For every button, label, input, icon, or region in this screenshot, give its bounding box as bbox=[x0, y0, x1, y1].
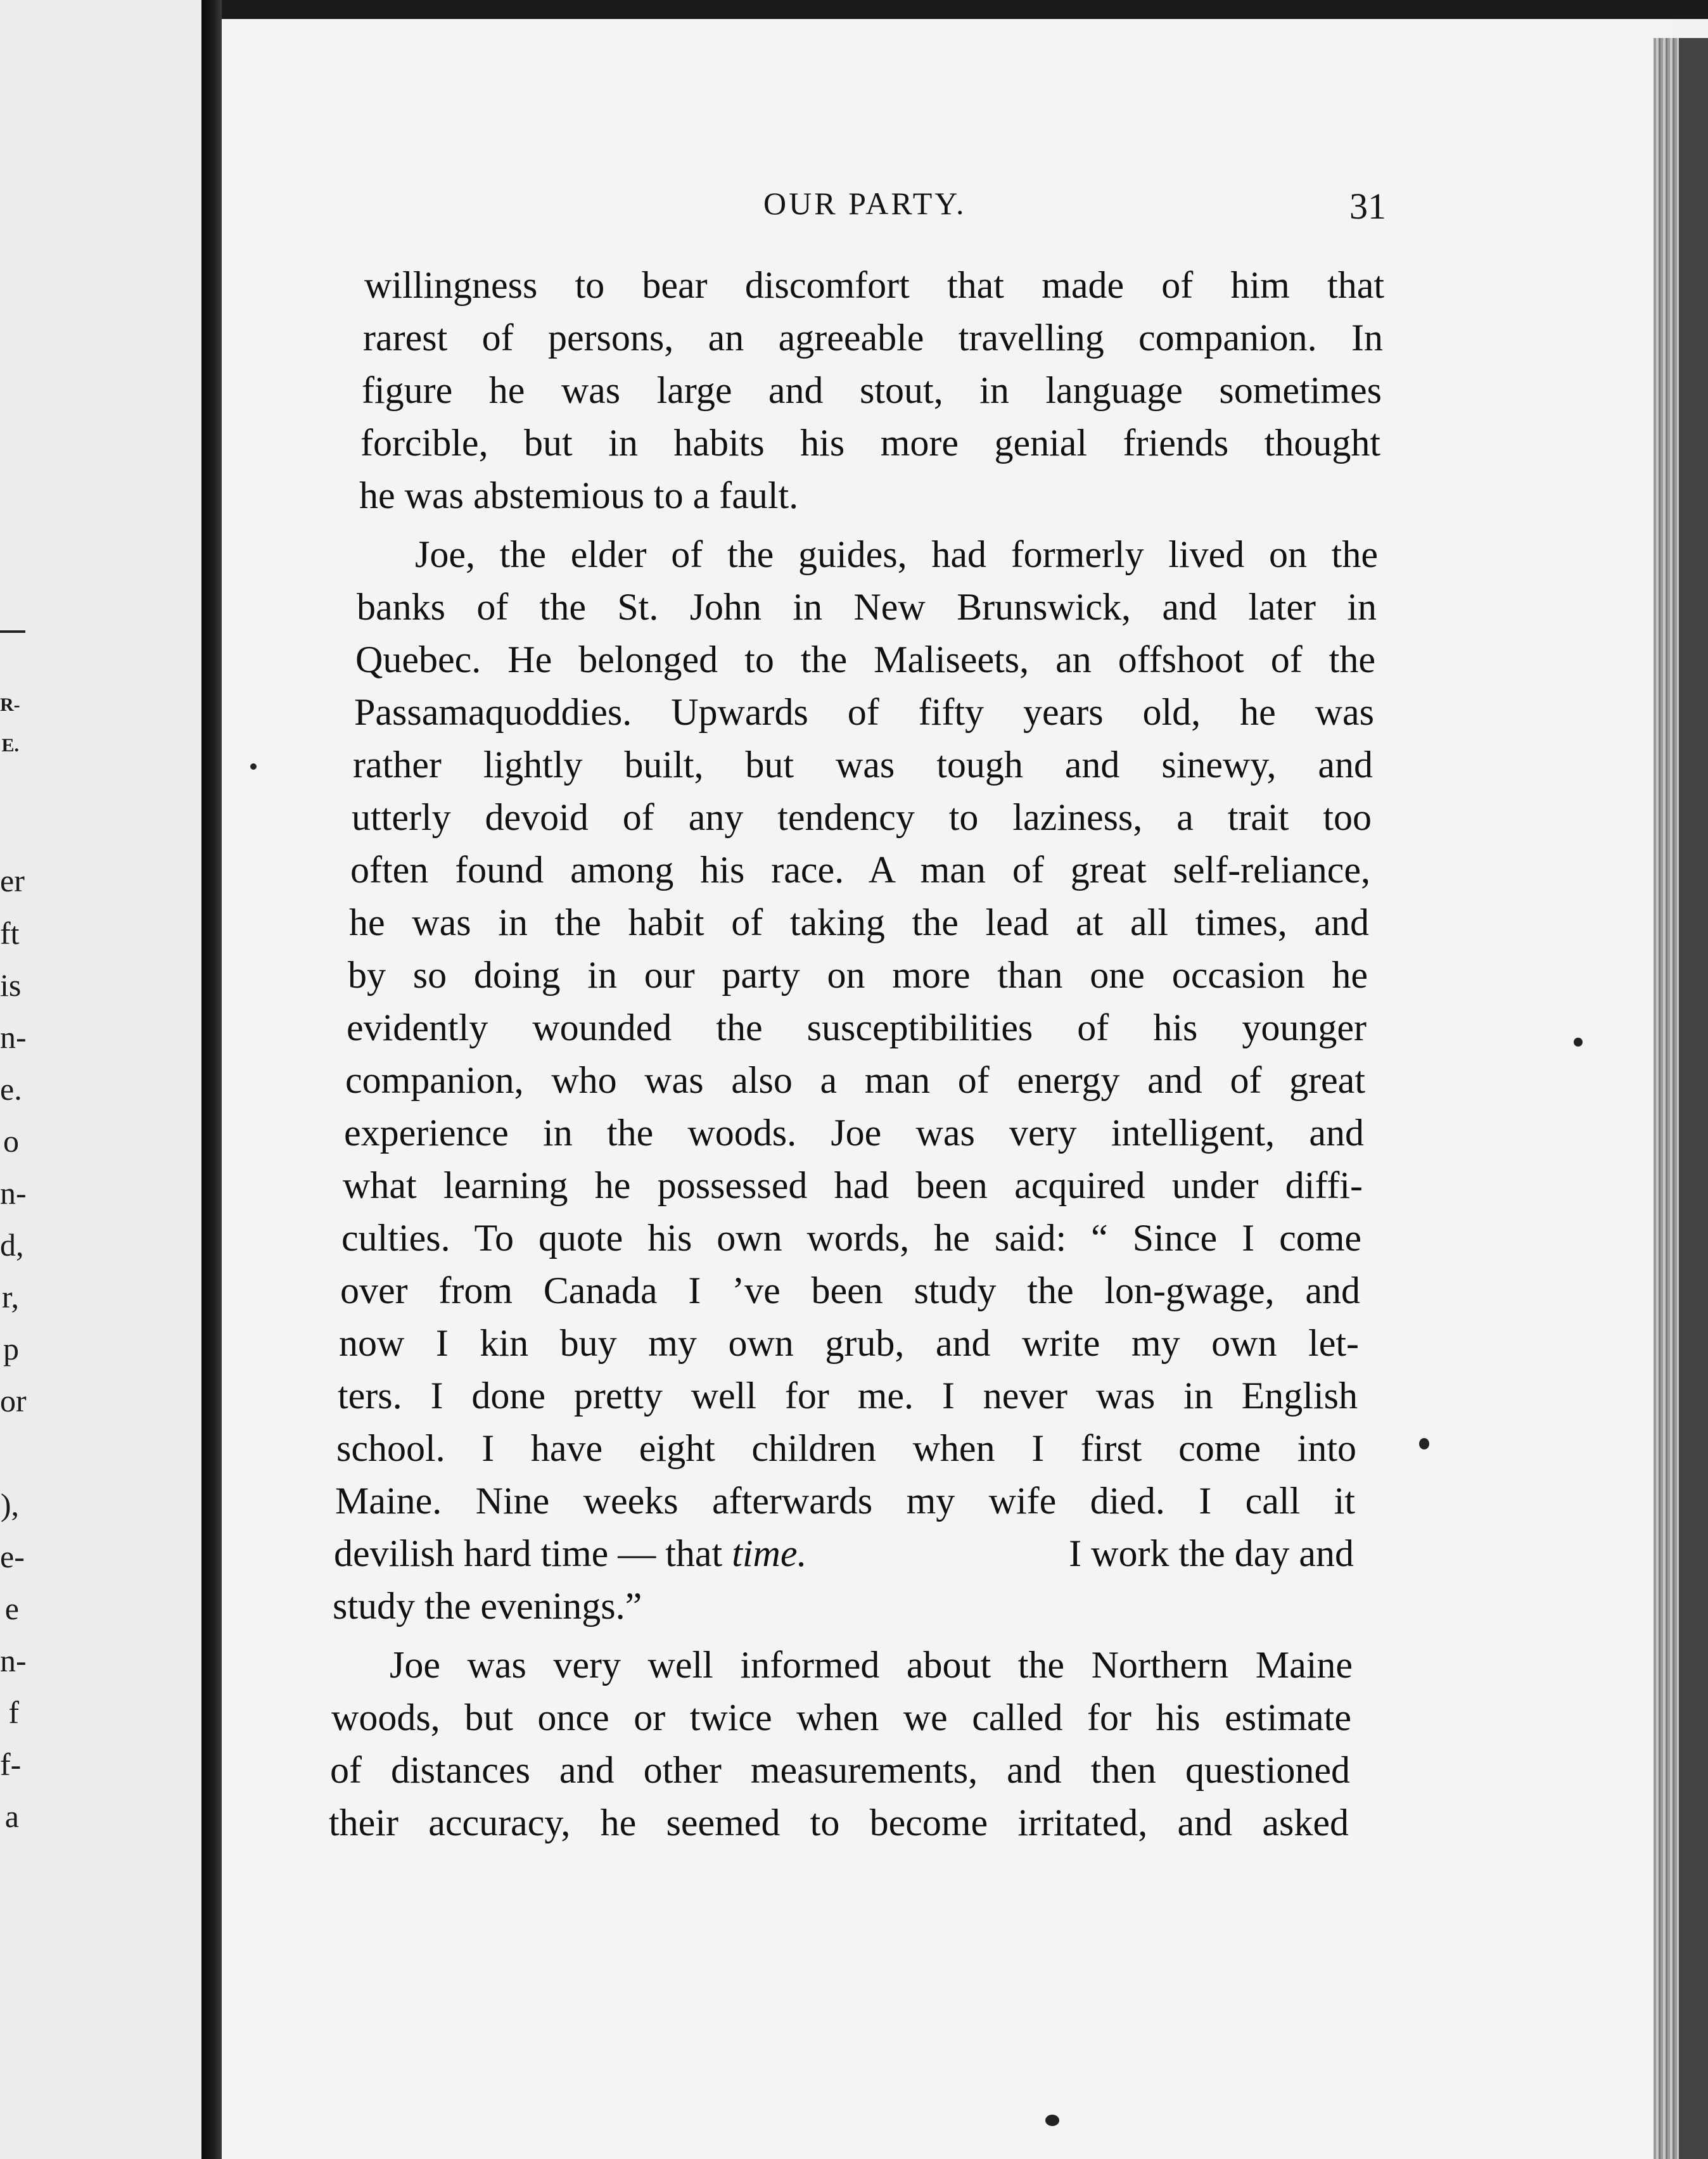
text-line: now I kin buy my own grub, and write my own let- bbox=[339, 1322, 1359, 1364]
book-gutter bbox=[201, 0, 222, 2159]
text-line: study the evenings.” bbox=[333, 1585, 642, 1627]
scan-speck bbox=[1419, 1438, 1429, 1449]
left-fragment: or bbox=[0, 1383, 27, 1418]
text-line: their accuracy, he seemed to become irritated, and asked bbox=[329, 1802, 1349, 1844]
scan-speck bbox=[1045, 2115, 1059, 2126]
text-segment: devilish hard time — that bbox=[334, 1532, 723, 1574]
scan-speck bbox=[1574, 1038, 1583, 1047]
text-line: often found among his race. A man of great self-reliance, bbox=[350, 849, 1370, 891]
text-line: ters. I done pretty well for me. I never was in English bbox=[338, 1375, 1358, 1417]
text-line: he was abstemious to a fault. bbox=[359, 474, 799, 516]
text-line: Quebec. He belonged to the Maliseets, an offshoot of the bbox=[355, 639, 1375, 680]
scan-top-edge bbox=[222, 0, 1708, 19]
left-fragment: ), bbox=[0, 1487, 19, 1522]
left-fragment: n- bbox=[0, 1175, 27, 1211]
left-fragment: a bbox=[4, 1799, 19, 1834]
left-fragment: er bbox=[0, 863, 25, 898]
left-fragment: E. bbox=[1, 735, 19, 756]
scan-speck bbox=[250, 763, 257, 770]
text-line: willingness to bear discomfort that made of him that bbox=[364, 264, 1384, 306]
text-line: culties. To quote his own words, he said: “ Since I come bbox=[341, 1217, 1361, 1259]
text-line: companion, who was also a man of energy and of great bbox=[345, 1059, 1365, 1101]
text-line: Passamaquoddies. Upwards of fifty years old, he was bbox=[354, 691, 1374, 733]
text-line: of distances and other measurements, and then questioned bbox=[330, 1749, 1350, 1791]
page-number: 31 bbox=[1349, 186, 1386, 227]
text-line: Maine. Nine weeks afterwards my wife died. I call it bbox=[335, 1480, 1355, 1522]
text-line: Joe, the elder of the guides, had formerly lived on the bbox=[415, 533, 1378, 575]
left-fragment: R- bbox=[0, 694, 20, 715]
left-page-fragment bbox=[0, 0, 201, 2159]
text-line: by so doing in our party on more than one occasion he bbox=[348, 954, 1368, 996]
left-fragment: e. bbox=[0, 1071, 22, 1107]
text-line: school. I have eight children when I first come into bbox=[336, 1427, 1356, 1469]
running-title: OUR PARTY. bbox=[763, 186, 967, 221]
left-fragment: f- bbox=[0, 1747, 22, 1782]
cover-edge-right bbox=[1679, 38, 1708, 2159]
text-line: experience in the woods. Joe was very intelligent, and bbox=[344, 1112, 1364, 1154]
left-fragment: n- bbox=[0, 1643, 27, 1678]
left-fragment: e- bbox=[0, 1539, 25, 1574]
text-line: what learning he possessed had been acquired under diffi- bbox=[343, 1164, 1363, 1206]
text-line-with-italic bbox=[334, 1534, 1354, 1572]
left-fragment: ft bbox=[0, 915, 20, 951]
text-line: banks of the St. John in New Brunswick, and later in bbox=[357, 586, 1377, 628]
text-line: utterly devoid of any tendency to laziness, a trait too bbox=[352, 796, 1372, 838]
text-line: woods, but once or twice when we called for his estimate bbox=[331, 1697, 1351, 1738]
left-fragment: r, bbox=[1, 1279, 19, 1315]
text-line: figure he was large and stout, in language sometimes bbox=[362, 369, 1382, 411]
left-fragment: d, bbox=[0, 1227, 24, 1263]
left-fragment: n- bbox=[0, 1019, 27, 1055]
text-line: evidently wounded the susceptibilities of his younger bbox=[347, 1007, 1367, 1048]
left-fragment: p bbox=[3, 1331, 19, 1366]
italic-word: time. bbox=[732, 1532, 807, 1574]
text-segment: I work the day and bbox=[1069, 1532, 1354, 1574]
left-fragment: e bbox=[4, 1591, 19, 1626]
text-line: rarest of persons, an agreeable travelling companion. In bbox=[363, 317, 1383, 359]
left-fragment: o bbox=[3, 1123, 19, 1159]
left-fragment: f bbox=[8, 1695, 19, 1730]
text-line: Joe was very well informed about the Northern Maine bbox=[390, 1644, 1353, 1686]
left-page-rule bbox=[0, 630, 25, 633]
text-line: he was in the habit of taking the lead at all times, and bbox=[349, 901, 1369, 943]
text-line: rather lightly built, but was tough and sinewy, and bbox=[353, 744, 1373, 786]
left-fragment: is bbox=[0, 967, 22, 1003]
text-line: forcible, but in habits his more genial friends thought bbox=[360, 422, 1380, 464]
text-line: over from Canada I ’ve been study the lon-gwage, and bbox=[340, 1270, 1360, 1311]
